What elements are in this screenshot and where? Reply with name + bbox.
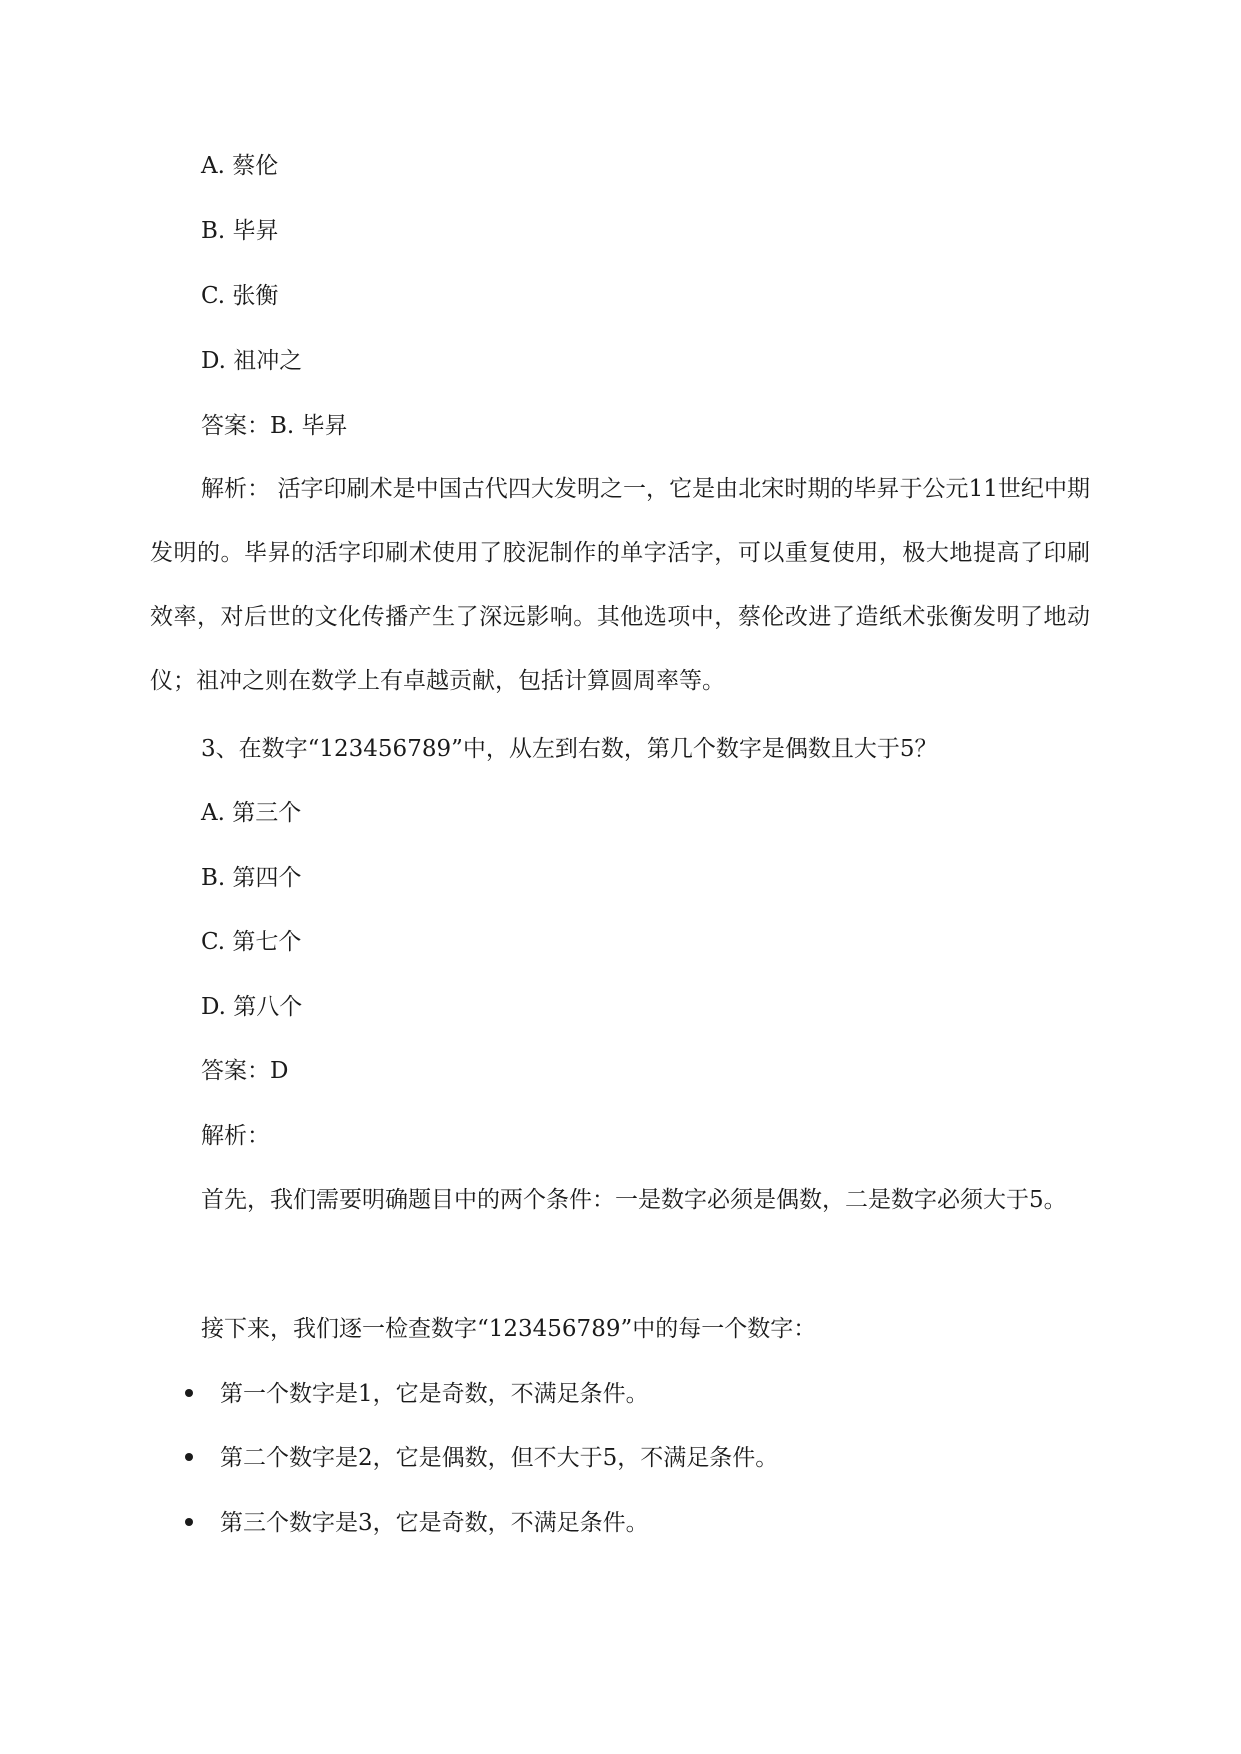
list-item — [185, 1442, 778, 1474]
analysis-step1: 首先，我们需要明确题目中的两个条件：一是数字必须是偶数，二是数字必须大于5。 — [201, 1187, 1067, 1213]
option-c: C. 第七个 — [201, 929, 302, 955]
option-b: B. 毕昇 — [201, 218, 279, 244]
bullet-icon — [185, 1389, 193, 1397]
bullet-icon — [185, 1518, 193, 1526]
analysis-label: 解析： — [201, 1123, 270, 1149]
question-3: 3、在数字“123456789”中，从左到右数，第几个数字是偶数且大于5？ — [201, 736, 938, 762]
list-item-text: 第二个数字是2，它是偶数，但不大于5，不满足条件。 — [220, 1445, 779, 1471]
option-d: D. 祖冲之 — [201, 348, 303, 374]
list-item — [185, 1378, 649, 1410]
option-b: B. 第四个 — [201, 865, 302, 891]
option-d: D. 第八个 — [201, 994, 303, 1020]
answer: 答案：B. 毕昇 — [201, 413, 348, 439]
option-a: A. 蔡伦 — [201, 153, 279, 179]
analysis-step2: 接下来，我们逐一检查数字“123456789”中的每一个数字： — [201, 1316, 817, 1342]
option-a: A. 第三个 — [201, 800, 302, 826]
list-item-text: 第一个数字是1，它是奇数，不满足条件。 — [220, 1381, 649, 1407]
list-item — [185, 1507, 649, 1539]
option-c: C. 张衡 — [201, 283, 279, 309]
answer: 答案：D — [201, 1058, 289, 1084]
bullet-icon — [185, 1453, 193, 1461]
analysis-paragraph: 解析： 活字印刷术是中国古代四大发明之一，它是由北宋时期的毕昇于公元11世纪中期发明的。毕昇的活字印刷术使用了胶泥制作的单字活字，可以重复使用，极大地提高了印刷效率，对后世的文化传播产生了深远影响。其他选项中，蔡伦改进了造纸术张衡发明了地动仪；祖冲之则在数学上有卓越贡献，包括计算圆周率等。 — [150, 476, 1090, 694]
list-item-text: 第三个数字是3，它是奇数，不满足条件。 — [220, 1510, 649, 1536]
